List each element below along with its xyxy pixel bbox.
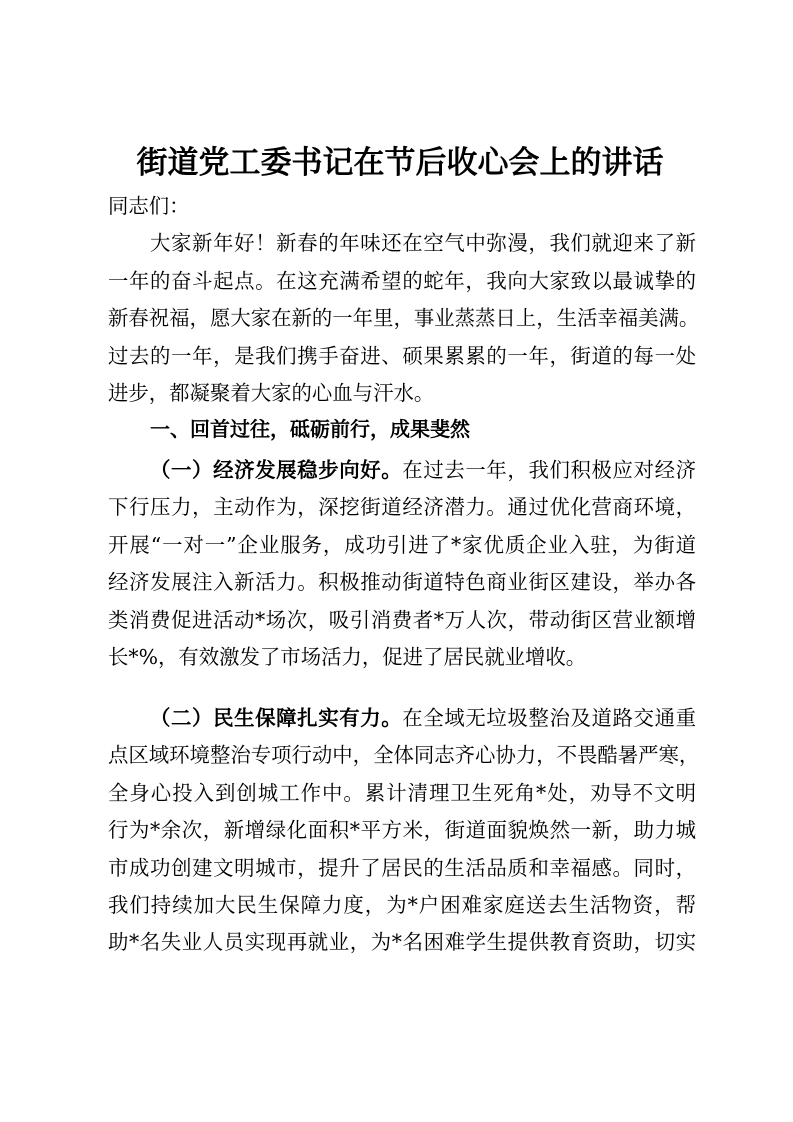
document-title: 街道党工委书记在节后收心会上的讲话 [136, 145, 664, 181]
salutation: 同志们： [108, 194, 190, 218]
sub1-lead: （一）经济发展稳步向好。 [150, 458, 403, 482]
intro-line-2: 一年的奋斗起点。在这充满希望的蛇年，我向大家致以最诚挚的 [108, 268, 696, 293]
intro-block [108, 188, 700, 412]
sub2-line-7: 助*名失业人员实现再就业，为*名困难学生提供教育资助，切实 [108, 930, 696, 955]
subsection-1 [108, 452, 696, 676]
sub2-line-1 [108, 700, 696, 737]
subsection-2 [108, 700, 700, 962]
sub1-line-5: 类消费促进活动*场次，吸引消费者*万人次，带动街区营业额增 [108, 607, 696, 632]
sub1-first-rest: 在过去一年，我们积极应对经济 [402, 458, 697, 482]
intro-line-4: 过去的一年，是我们携手奋进、硕果累累的一年，街道的每一处 [108, 343, 696, 368]
intro-line-5: 进步，都凝聚着大家的心血与汗水。 [108, 380, 435, 405]
sub1-line-4: 经济发展注入新活力。积极推动街道特色商业街区建设，举办各 [108, 570, 696, 595]
sub1-line-2: 下行压力，主动作为，深挖街道经济潜力。通过优化营商环境， [108, 495, 696, 520]
sub2-line-2: 点区域环境整治专项行动中，全体同志齐心协力，不畏酷暑严寒， [108, 743, 700, 768]
sub2-first-rest: 在全域无垃圾整治及道路交通重 [402, 706, 697, 730]
sub1-line-3: 开展“一对一”企业服务，成功引进了*家优质企业入驻，为街道 [108, 532, 696, 557]
sub2-line-5: 市成功创建文明城市，提升了居民的生活品质和幸福感。同时， [108, 855, 696, 880]
sub2-line-4: 行为*余次，新增绿化面积*平方米，街道面貌焕然一新，助力城 [108, 818, 696, 843]
intro-line-3: 新春祝福，愿大家在新的一年里，事业蒸蒸日上，生活幸福美满。 [108, 306, 700, 331]
sub2-lead: （二）民生保障扎实有力。 [150, 706, 403, 730]
sub2-line-3: 全身心投入到创城工作中。累计清理卫生死角*处，劝导不文明 [108, 780, 696, 805]
intro-line-1: 大家新年好！新春的年味还在空气中弥漫，我们就迎来了新 [150, 231, 696, 256]
sub1-line-6: 长*%，有效激发了市场活力，促进了居民就业增收。 [108, 644, 587, 669]
sub1-line-1 [108, 452, 696, 489]
sub2-line-6: 我们持续加大民生保障力度，为*户困难家庭送去生活物资，帮 [108, 892, 696, 917]
section-heading-1: 一、回首过往，砥砺前行，成果斐然 [150, 417, 470, 441]
